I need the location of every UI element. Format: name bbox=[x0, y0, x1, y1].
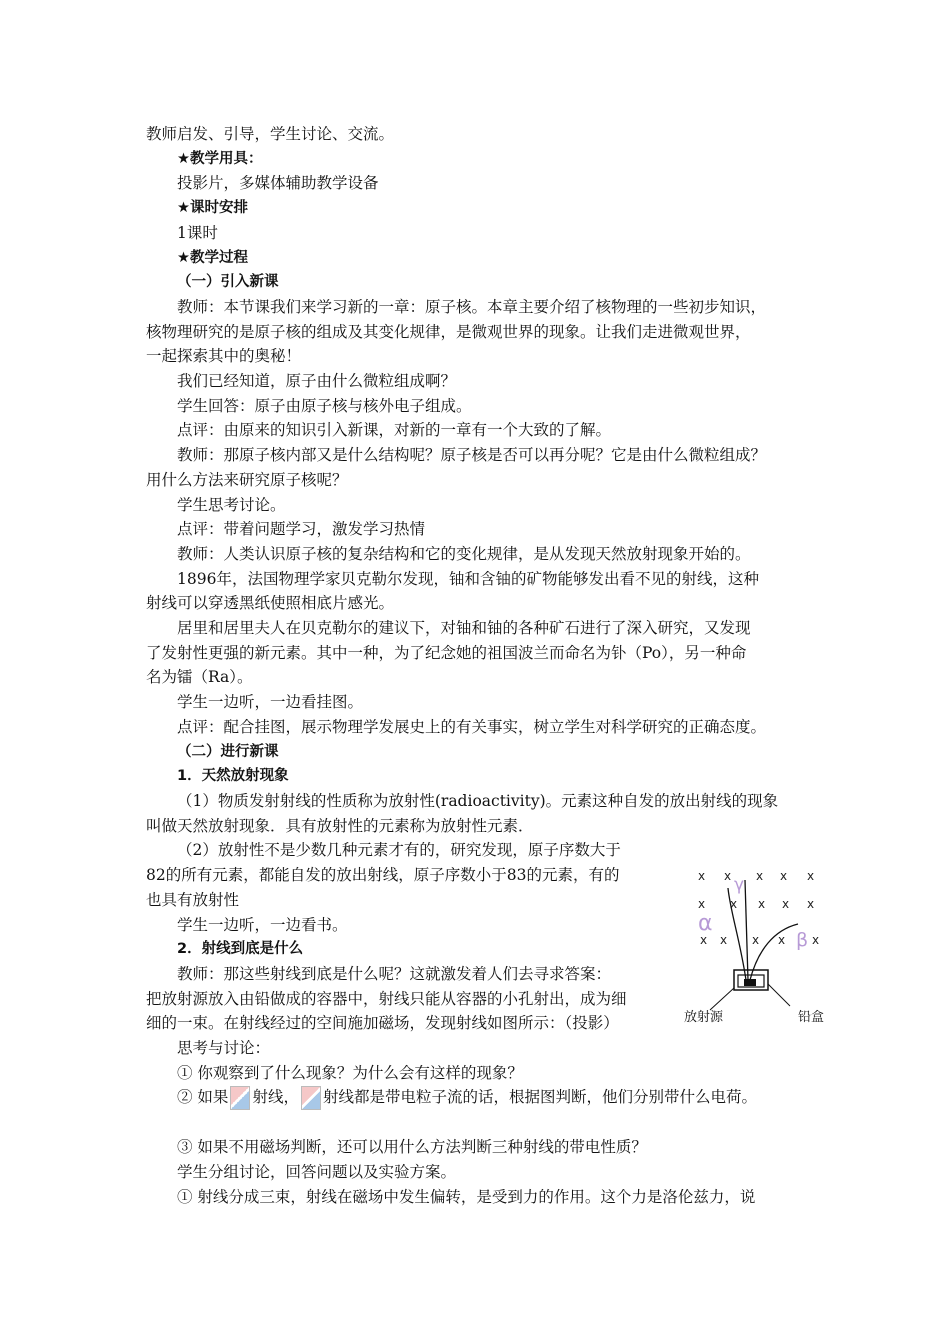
field-mark: x bbox=[780, 869, 788, 883]
gamma-label: γ bbox=[734, 875, 745, 895]
heading-process: ★教学过程 bbox=[177, 249, 248, 266]
field-mark: x bbox=[812, 933, 820, 947]
field-mark: x bbox=[730, 897, 738, 911]
line: 点评：带着问题学习，激发学习热情 bbox=[177, 520, 426, 539]
lead-box-label: 铅盒 bbox=[798, 1010, 825, 1025]
line: 点评：由原来的知识引入新课，对新的一章有一个大致的了解。 bbox=[177, 421, 612, 440]
section-intro: （一）引入新课 bbox=[177, 274, 279, 291]
source-label: 放射源 bbox=[684, 1010, 724, 1025]
line: （1）物质发射射线的性质称为放射性(radioactivity)。元素这种自发的放出射线的现象 bbox=[177, 791, 779, 810]
line: （2）放射性不是少数几种元素才有的，研究发现，原子序数大于 bbox=[177, 841, 621, 860]
line: 一起探索其中的奥秘！ bbox=[146, 347, 302, 366]
document-body bbox=[146, 122, 810, 1209]
beta-label: β bbox=[796, 929, 809, 951]
line: 82的所有元素，都能自发的放出射线，原子序数小于83的元素，有的 bbox=[146, 866, 620, 885]
field-mark: x bbox=[778, 933, 786, 947]
line: 点评：配合挂图，展示物理学发展史上的有关事实，树立学生对科学研究的正确态度。 bbox=[177, 717, 767, 736]
field-mark: x bbox=[698, 869, 706, 883]
field-mark: x bbox=[807, 897, 815, 911]
field-mark: x bbox=[807, 869, 815, 883]
field-mark: x bbox=[720, 933, 728, 947]
line: 细的一束。在射线经过的空间施加磁场，发现射线如图所示：（投影） bbox=[146, 1014, 619, 1033]
line: 用什么方法来研究原子核呢？ bbox=[146, 470, 348, 489]
line: 居里和居里夫人在贝克勒尔的建议下，对铀和铀的各种矿石进行了深入研究，又发现 bbox=[177, 619, 751, 638]
line: ① 你观察到了什么现象？为什么会有这样的现象？ bbox=[177, 1063, 523, 1082]
line: 名为镭（Ra）。 bbox=[146, 668, 253, 687]
radiation-source bbox=[744, 979, 756, 986]
field-mark: x bbox=[700, 933, 708, 947]
field-mark: x bbox=[782, 897, 790, 911]
topic-natural-radioactivity: 1．天然放射现象 bbox=[177, 768, 289, 785]
topic-what-are-rays: 2．射线到底是什么 bbox=[177, 941, 304, 958]
gamma-ray-path bbox=[745, 880, 748, 980]
line: 我们已经知道，原子由什么微粒组成啊？ bbox=[177, 372, 457, 391]
text: 射线都是带电粒子流的话，根据图判断，他们分别带什么电荷。 bbox=[322, 1088, 757, 1107]
box-leader-line bbox=[768, 984, 790, 1006]
text: ② 如果 bbox=[177, 1088, 229, 1107]
blank-line bbox=[146, 1110, 810, 1135]
broken-image-icon bbox=[230, 1086, 250, 1110]
field-mark: x bbox=[752, 933, 760, 947]
line: 教师：人类认识原子核的复杂结构和它的变化规律，是从发现天然放射现象开始的。 bbox=[177, 544, 751, 563]
line: 核物理研究的是原子核的组成及其变化规律，是微观世界的现象。让我们走进微观世界， bbox=[146, 322, 751, 341]
field-mark: x bbox=[758, 897, 766, 911]
line: 1课时 bbox=[177, 223, 218, 242]
alpha-label: α bbox=[698, 911, 713, 936]
line: 思考与讨论： bbox=[177, 1039, 271, 1058]
field-mark: x bbox=[698, 897, 706, 911]
radiation-magnetic-field-figure bbox=[682, 860, 832, 1030]
broken-image-icon bbox=[301, 1086, 321, 1110]
text: 射线， bbox=[252, 1088, 299, 1107]
line: 也具有放射性 bbox=[146, 890, 240, 909]
line: ① 射线分成三束，射线在磁场中发生偏转，是受到力的作用。这个力是洛伦兹力，说 bbox=[177, 1187, 756, 1206]
section-new-lesson: （二）进行新课 bbox=[177, 743, 279, 760]
line: 学生分组讨论，回答问题以及实验方案。 bbox=[177, 1162, 457, 1181]
figure-drawing bbox=[682, 860, 832, 1030]
line: 教师：那原子核内部又是什么结构呢？原子核是否可以再分呢？它是由什么微粒组成？ bbox=[177, 446, 767, 465]
line: 1896年，法国物理学家贝克勒尔发现，铀和含铀的矿物能够发出看不见的射线，这种 bbox=[177, 569, 759, 588]
line: 教师启发、引导，学生讨论、交流。 bbox=[146, 125, 395, 143]
field-mark: x bbox=[756, 869, 764, 883]
line: 教师：本节课我们来学习新的一章：原子核。本章主要介绍了核物理的一些初步知识， bbox=[177, 297, 767, 316]
line: 射线可以穿透黑纸使照相底片感光。 bbox=[146, 594, 395, 613]
heading-tools: ★教学用具： bbox=[177, 150, 263, 167]
line: 学生一边听，一边看书。 bbox=[177, 915, 348, 934]
line: 学生回答：原子由原子核与核外电子组成。 bbox=[177, 396, 472, 415]
question-2-line bbox=[146, 1085, 810, 1110]
line: 叫做天然放射现象．具有放射性的元素称为放射性元素． bbox=[146, 816, 534, 835]
line: 投影片，多媒体辅助教学设备 bbox=[177, 174, 379, 193]
line: 把放射源放入由铅做成的容器中，射线只能从容器的小孔射出，成为细 bbox=[146, 989, 627, 1008]
line: 了发射性更强的新元素。其中一种，为了纪念她的祖国波兰而命名为钋（Po），另一种命 bbox=[146, 643, 747, 662]
line: 学生思考讨论。 bbox=[177, 495, 286, 514]
line: 学生一边听，一边看挂图。 bbox=[177, 693, 364, 712]
line: ③ 如果不用磁场判断，还可以用什么方法判断三种射线的带电性质？ bbox=[177, 1138, 647, 1157]
field-mark: x bbox=[724, 869, 732, 883]
heading-time: ★课时安排 bbox=[177, 200, 248, 217]
line: 教师：那这些射线到底是什么呢？这就激发着人们去寻求答案： bbox=[177, 964, 612, 983]
